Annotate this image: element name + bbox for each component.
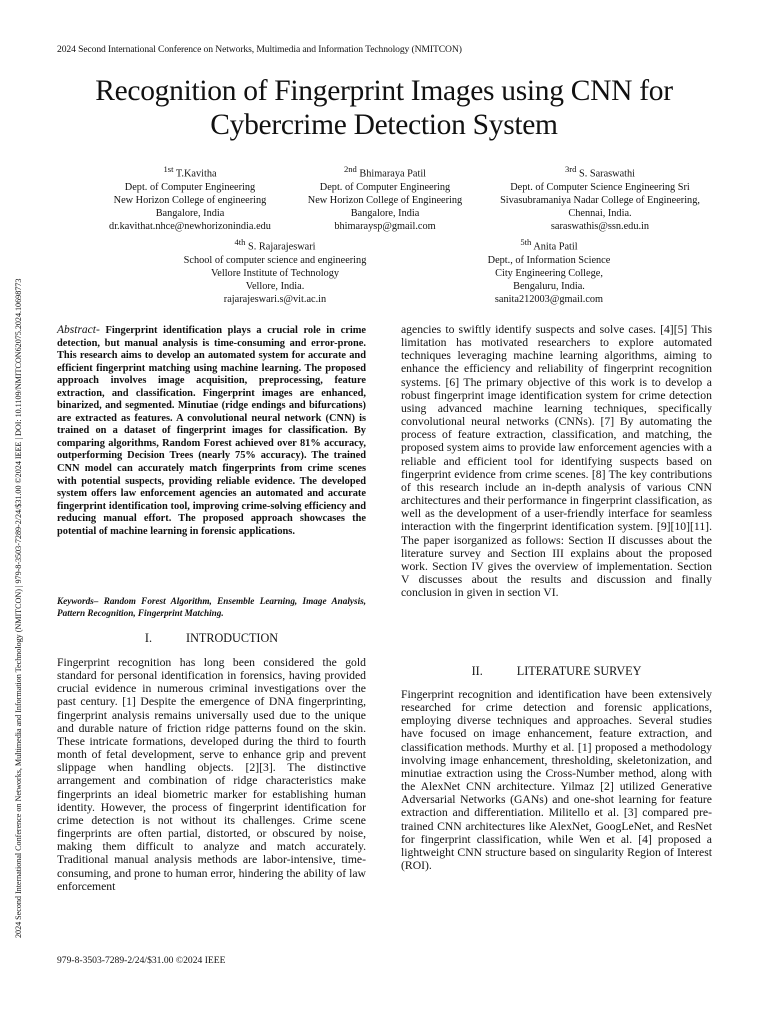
paper-title xyxy=(40,74,728,142)
author-name: Bhimaraya Patil xyxy=(359,168,427,180)
author-org: New Horizon College of engineering xyxy=(113,194,267,206)
section-number: I. xyxy=(144,631,153,645)
section-heading-literature-survey xyxy=(401,664,712,679)
author-ordinal: 4th xyxy=(234,237,246,247)
side-doi-note: 2024 Second International Conference on Networks, Multimedia and Information Technology (NMITCON) | 979-8-3503-7289-2/24/$31.00 ©2024 IEEE | DOI: 10.1109/NMITCON62075.2024.10698773 xyxy=(14,278,23,938)
author-location: Vellore, India. xyxy=(245,281,305,293)
section-number: II. xyxy=(471,664,483,678)
author-location: Chennai, India. xyxy=(568,208,632,220)
abstract-label: Abstract- xyxy=(57,324,100,336)
author-name: T.Kavitha xyxy=(175,168,217,180)
title-line-2: Cybercrime Detection System xyxy=(210,109,558,141)
keywords-label: Keywords– xyxy=(57,596,99,606)
author-ordinal: 5th xyxy=(520,237,532,247)
footer-copyright: 979-8-3503-7289-2/24/$31.00 ©2024 IEEE xyxy=(57,955,226,966)
author-ordinal: 1st xyxy=(163,164,174,174)
keywords-text: Random Forest Algorithm, Ensemble Learning, Image Analysis, Pattern Recognition, Fingerprint Matching. xyxy=(57,596,367,618)
author-dept: Dept. of Computer Science Engineering Sri xyxy=(510,181,690,193)
introduction-continued-text: agencies to swiftly identify suspects and solve cases. [4][5] This limitation has motivated researchers to explore automated techniques leveraging machine learning algorithms, aiming to enhance the efficiency and reliability of fingerprint recognition systems. [6] The primary objective of this work is to develop a robust fingerprint image identification system for crime detection using advanced machine learning techniques, specifically convolutional neural networks (CNNs). [7] By automating the process of feature extraction, classification, and matching, the proposed system aims to provide law enforcement agencies with a reliable and efficient tool for identifying suspects based on fingerprint evidence from crime scenes. [8] The key contributions of this research include an in-depth analysis of various CNN architectures and their performance in fingerprint classification, as well as the development of a user-friendly interface for seamless interaction with the fingerprint identification system. [9][10][11]. The paper isorganized as follows: Section II discusses about the literature survey and Section III explains about the proposed work. Section IV gives the overview of implementation. Section V discusses about the results and discussion and finally conclusion in given in section VI. xyxy=(401,323,712,600)
author-org: City Engineering College, xyxy=(495,267,603,279)
section-title: INTRODUCTION xyxy=(186,631,279,645)
author-email: bhimaraysp@gmail.com xyxy=(334,221,436,233)
author-dept: School of computer science and engineering xyxy=(183,254,367,266)
abstract-text: Fingerprint identification plays a crucial role in crime detection, but manual analysis is time-consuming and error-prone. This research aims to develop an automated system for accurate and efficient fingerprint matching using machine learning. The proposed approach involves image acquisition, preprocessing, feature extraction, and classification. Fingerprint images are enhanced, binarized, and segmented. Minutiae (ridge endings and bifurcations) are extracted as features. A convolutional neural network (CNN) is trained on a dataset of fingerprint images for classification. By comparing algorithms, Random Forest achieved over 81% accuracy, outperforming Decision Trees (nearly 75% accuracy). The trained CNN model can accurately match fingerprints from crime scenes with potential suspects, providing reliable evidence. The developed system offers law enforcement agencies an automated and accurate fingerprint identification tool, improving crime-solving efficiency and reducing manual effort. The proposed approach showcases the potential of machine learning in forensic applications. xyxy=(57,325,366,537)
author-org: New Horizon College of Engineering xyxy=(307,194,463,206)
title-line-1: Recognition of Fingerprint Images using CNN for xyxy=(95,75,673,107)
author-location: Bengaluru, India. xyxy=(513,281,585,293)
author-name: S. Rajarajeswari xyxy=(248,241,316,253)
section-heading-introduction xyxy=(57,631,366,646)
keywords xyxy=(57,596,366,619)
author-block-4 xyxy=(155,236,395,306)
author-dept: Dept., of Information Science xyxy=(487,254,611,266)
author-block-2 xyxy=(265,163,505,233)
conference-header: 2024 Second International Conference on Networks, Multimedia and Information Technology (NMITCON) xyxy=(57,44,462,55)
author-dept: Dept. of Computer Engineering xyxy=(124,181,256,193)
author-email: rajarajeswari.s@vit.ac.in xyxy=(223,294,327,306)
author-org: Sivasubramaniya Nadar College of Engineering, xyxy=(500,194,700,206)
author-dept: Dept. of Computer Engineering xyxy=(319,181,451,193)
author-location: Bangalore, India xyxy=(155,208,225,220)
author-name: S. Saraswathi xyxy=(578,168,636,180)
author-email: saraswathis@ssn.edu.in xyxy=(550,221,650,233)
author-ordinal: 3rd xyxy=(564,164,577,174)
author-block-5 xyxy=(429,236,669,306)
author-location: Bangalore, India xyxy=(350,208,420,220)
abstract xyxy=(57,324,366,538)
author-org: Vellore Institute of Technology xyxy=(210,267,340,279)
author-block-3 xyxy=(480,163,720,233)
literature-survey-text: Fingerprint recognition and identification have been extensively researched for crime detection and forensic applications, employing diverse techniques and approaches. Several studies have focused on image enhancement, feature extraction, and classification methods. Murthy et al. [1] proposed a methodology involving image enhancement, thresholding, skeletonization, and minutiae extraction using the Cross-Number method, along with the AlexNet CNN architecture. Yilmaz [2] utilized Generative Adversarial Networks (GANs) and one-shot learning for feature extraction and differentiation. Militello et al. [3] compared pre-trained CNN architectures like AlexNet, GoogLeNet, and ResNet for fingerprint classification, while Wen et al. [4] proposed a lightweight CNN structure based on singularity Region of Interest (ROI). xyxy=(401,688,712,873)
introduction-text: Fingerprint recognition has long been considered the gold standard for personal identification in forensics, having provided crucial evidence in numerous criminal investigations over the past century. [1] Despite the emergence of DNA fingerprinting, fingerprint analysis remains universally used due to the unique and durable nature of friction ridge patterns found on the skin. These intricate formations, developed during the third to fourth month of fetal development, serve to enhance grip and prevent slippage when handling objects. [2][3]. The distinctive arrangement and combination of ridge characteristics make fingerprints an ideal biometric marker for establishing human identity. However, the process of fingerprint identification for crime detection is not without its challenges. Crime scene fingerprints are often partial, distorted, or obscured by noise, making them difficult to analyze and match accurately. Traditional manual analysis methods are labor-intensive, time-consuming, and prone to human error, hindering the ability of law enforcement xyxy=(57,656,366,893)
author-email: sanita212003@gmail.com xyxy=(494,294,604,306)
author-name: Anita Patil xyxy=(533,241,578,253)
author-email: dr.kavithat.nhce@newhorizonindia.edu xyxy=(109,221,271,233)
section-title: LITERATURE SURVEY xyxy=(516,664,642,678)
author-ordinal: 2nd xyxy=(343,164,357,174)
